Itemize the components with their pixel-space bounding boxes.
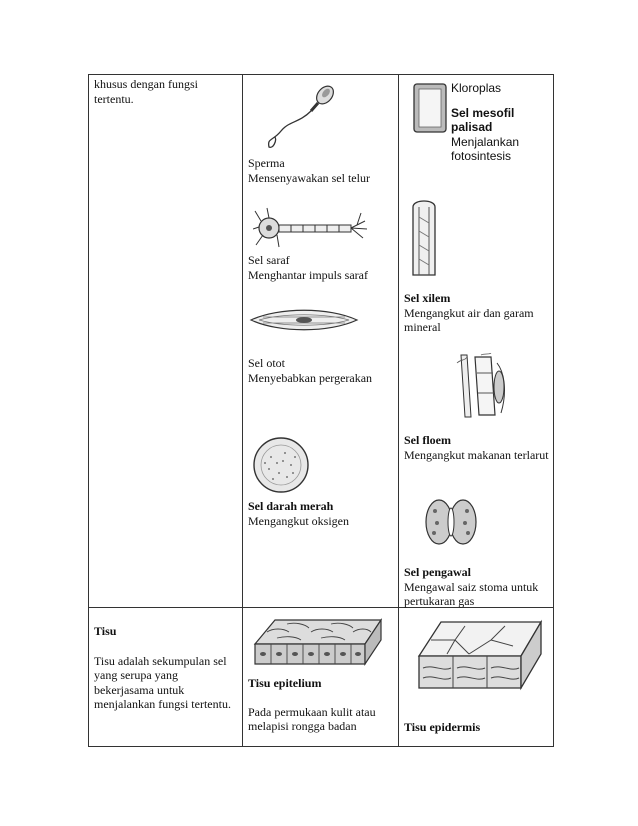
pengawal-name: Sel pengawal: [404, 565, 472, 579]
sperma-desc: Mensenyawakan sel telur: [248, 170, 370, 185]
darah-label: [248, 499, 394, 528]
xylem-cell-illustration: [409, 197, 439, 277]
epidermal-tissue-illustration: [417, 616, 543, 692]
pengawal-desc: Mengawal saiz stoma untuk pertukaran gas: [404, 579, 539, 608]
red-blood-cell-illustration: [251, 435, 311, 495]
mesofil-desc-1: Menjalankan: [451, 134, 520, 149]
epitelium-label: [248, 676, 394, 734]
tisu-definition: Tisu adalah sekumpulan sel yang serupa yang bekerjasama untuk menjalankan fungsi tertentu.: [94, 653, 231, 711]
mesophyll-cell-illustration: [413, 83, 447, 133]
plant-cells-column: [399, 75, 554, 608]
epidermis-cell: [399, 608, 554, 747]
cell-type-table: [88, 74, 554, 747]
animal-cells-column: [243, 75, 399, 608]
epidermis-label: [404, 720, 549, 735]
table-row: [89, 608, 554, 747]
epidermis-name: Tisu epidermis: [404, 720, 481, 734]
saraf-name: Sel saraf: [248, 253, 290, 267]
epitelium-cell: [243, 608, 399, 747]
sperm-illustration: [259, 83, 339, 153]
darah-desc: Mengangkut oksigen: [248, 513, 349, 528]
cell-description: [89, 75, 243, 608]
mesofil-name-2: palisad: [451, 120, 493, 134]
tisu-heading: Tisu: [94, 624, 117, 638]
phloem-cell-illustration: [453, 353, 513, 419]
continued-text: khusus dengan fungsi tertentu.: [94, 77, 198, 106]
epitelium-desc: Pada permukaan kulit atau melapisi rongga badan: [248, 704, 376, 733]
floem-label: [404, 433, 549, 462]
darah-name: Sel darah merah: [248, 499, 334, 513]
xilem-desc: Mengangkut air dan garam mineral: [404, 305, 534, 334]
otot-label: [248, 356, 394, 385]
xilem-name: Sel xilem: [404, 291, 451, 305]
floem-desc: Mengangkut makanan terlarut: [404, 447, 549, 462]
kloroplas-label: Kloroplas: [451, 81, 502, 95]
epithelial-tissue-illustration: [253, 614, 383, 670]
table-row: [89, 75, 554, 608]
otot-name: Sel otot: [248, 356, 286, 370]
mesofil-label: [451, 81, 551, 164]
floem-name: Sel floem: [404, 433, 451, 447]
saraf-label: [248, 253, 394, 282]
pengawal-label: [404, 565, 549, 609]
sperma-label: [248, 156, 394, 185]
nerve-cell-illustration: [253, 205, 371, 251]
epitelium-name: Tisu epitelium: [248, 676, 322, 690]
guard-cell-illustration: [423, 497, 479, 547]
otot-desc: Menyebabkan pergerakan: [248, 370, 373, 385]
mesofil-name-1: Sel mesofil: [451, 105, 515, 120]
xilem-label: [404, 291, 549, 335]
sperma-name: Sperma: [248, 156, 285, 170]
saraf-desc: Menghantar impuls saraf: [248, 267, 368, 282]
mesofil-desc-2: fotosintesis: [451, 149, 512, 163]
tisu-description: [89, 608, 243, 747]
tisu-text: [94, 624, 238, 712]
muscle-cell-illustration: [249, 305, 359, 335]
